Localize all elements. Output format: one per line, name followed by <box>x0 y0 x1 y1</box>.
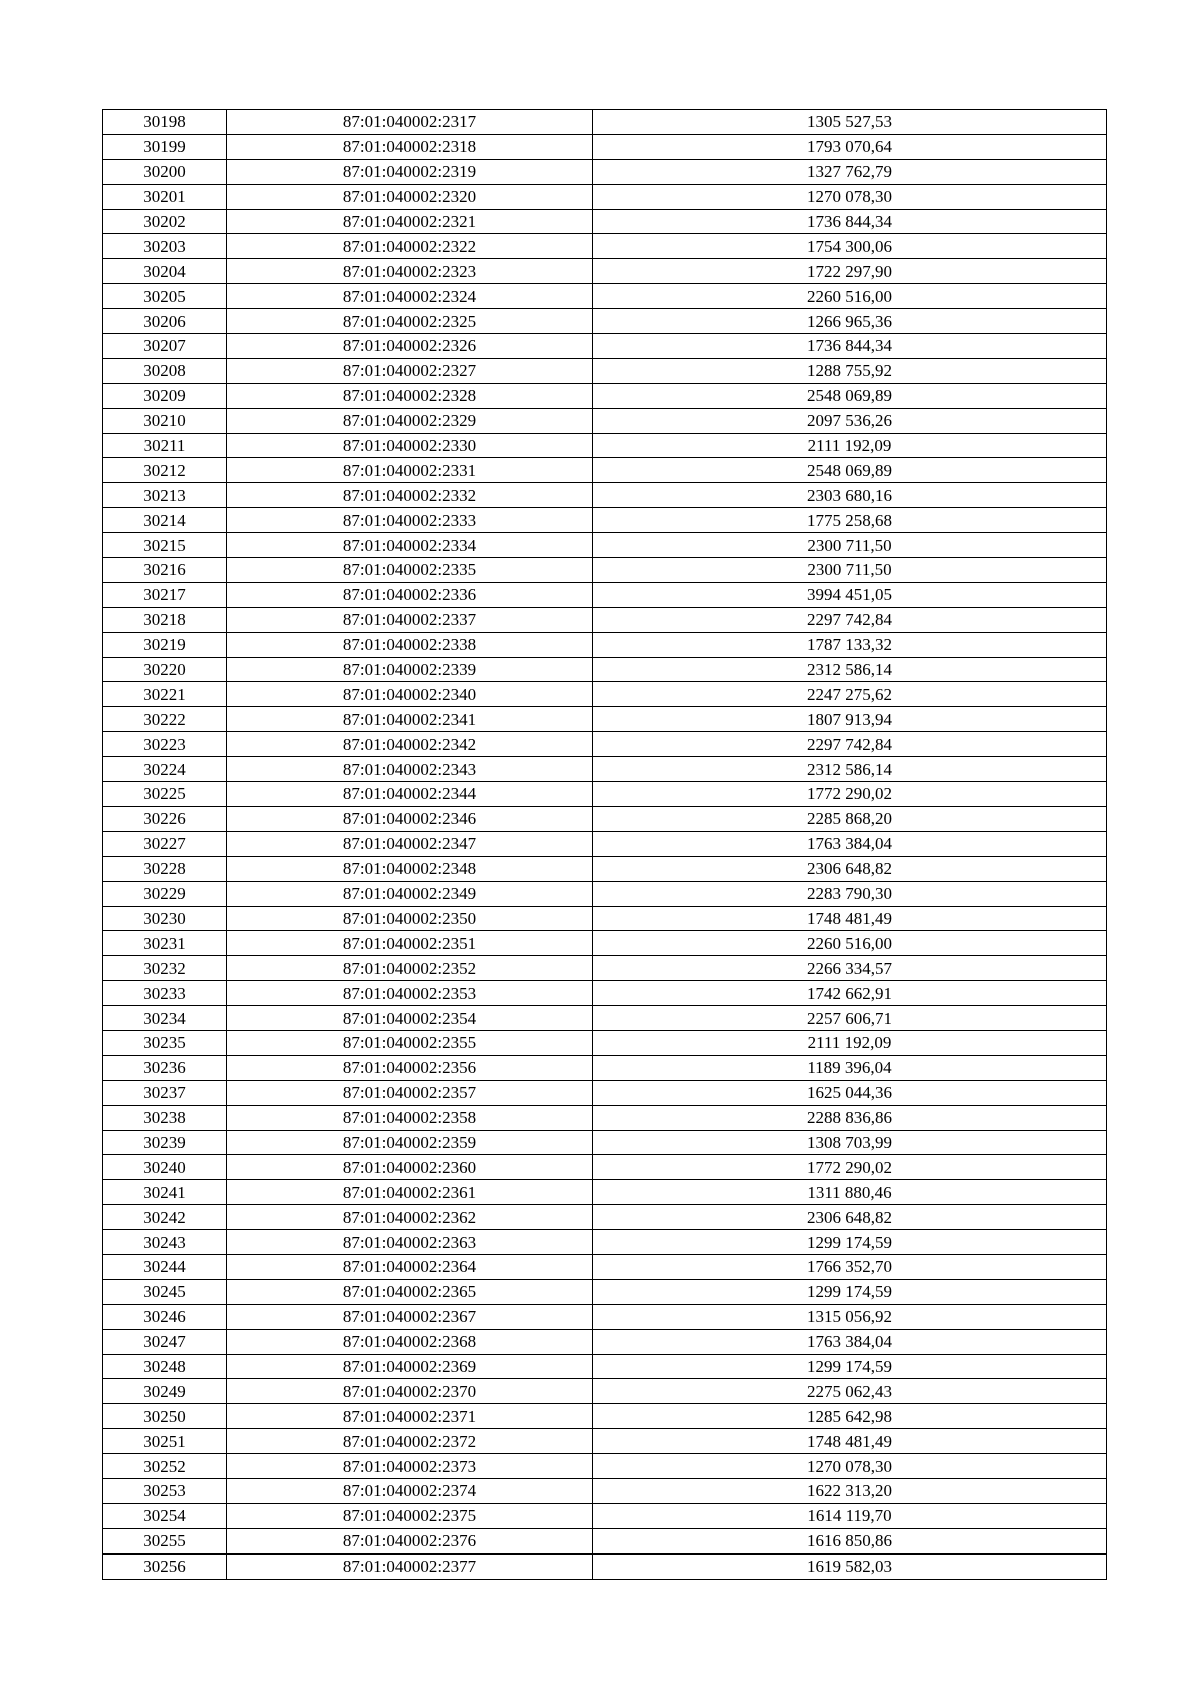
row-number-cell: 30218 <box>103 607 227 632</box>
cadastral-number-cell: 87:01:040002:2323 <box>227 259 593 284</box>
cadastral-number-cell: 87:01:040002:2369 <box>227 1354 593 1379</box>
table-row <box>103 1429 1107 1454</box>
cadastral-number-cell: 87:01:040002:2351 <box>227 931 593 956</box>
table-row <box>103 931 1107 956</box>
table-row <box>103 1279 1107 1304</box>
table-row <box>103 1254 1107 1279</box>
cadastral-number-cell: 87:01:040002:2340 <box>227 682 593 707</box>
row-number-cell: 30219 <box>103 632 227 657</box>
row-number-cell: 30241 <box>103 1180 227 1205</box>
cadastral-value-cell: 1775 258,68 <box>593 508 1107 533</box>
cadastral-value-cell: 1270 078,30 <box>593 184 1107 209</box>
table-row <box>103 1130 1107 1155</box>
cadastral-number-cell: 87:01:040002:2342 <box>227 732 593 757</box>
table-row <box>103 906 1107 931</box>
cadastral-value-cell: 3994 451,05 <box>593 582 1107 607</box>
row-number-cell: 30239 <box>103 1130 227 1155</box>
table-row <box>103 1454 1107 1479</box>
table-row <box>103 508 1107 533</box>
cadastral-value-cell: 1266 965,36 <box>593 309 1107 334</box>
cadastral-number-cell: 87:01:040002:2318 <box>227 134 593 159</box>
table-row <box>103 1180 1107 1205</box>
table-row <box>103 234 1107 259</box>
cadastral-value-cell: 2260 516,00 <box>593 931 1107 956</box>
cadastral-value-cell: 2247 275,62 <box>593 682 1107 707</box>
row-number-cell: 30214 <box>103 508 227 533</box>
cadastral-value-cell: 1299 174,59 <box>593 1354 1107 1379</box>
table-row <box>103 981 1107 1006</box>
cadastral-number-cell: 87:01:040002:2317 <box>227 110 593 135</box>
table-row <box>103 881 1107 906</box>
cadastral-value-cell: 2285 868,20 <box>593 806 1107 831</box>
row-number-cell: 30211 <box>103 433 227 458</box>
row-number-cell: 30204 <box>103 259 227 284</box>
table-row <box>103 831 1107 856</box>
row-number-cell: 30236 <box>103 1055 227 1080</box>
table-row <box>103 309 1107 334</box>
cadastral-value-cell: 1288 755,92 <box>593 358 1107 383</box>
table-row <box>103 1554 1107 1579</box>
cadastral-number-cell: 87:01:040002:2327 <box>227 358 593 383</box>
table-row <box>103 458 1107 483</box>
table-row <box>103 1503 1107 1528</box>
table-row <box>103 1155 1107 1180</box>
row-number-cell: 30203 <box>103 234 227 259</box>
table-row <box>103 184 1107 209</box>
row-number-cell: 30255 <box>103 1528 227 1553</box>
cadastral-number-cell: 87:01:040002:2364 <box>227 1254 593 1279</box>
cadastral-value-table <box>102 109 1107 1580</box>
cadastral-value-cell: 1787 133,32 <box>593 632 1107 657</box>
row-number-cell: 30237 <box>103 1080 227 1105</box>
cadastral-value-cell: 2097 536,26 <box>593 408 1107 433</box>
cadastral-number-cell: 87:01:040002:2332 <box>227 483 593 508</box>
cadastral-number-cell: 87:01:040002:2339 <box>227 657 593 682</box>
cadastral-value-cell: 1299 174,59 <box>593 1279 1107 1304</box>
row-number-cell: 30254 <box>103 1503 227 1528</box>
row-number-cell: 30198 <box>103 110 227 135</box>
cadastral-value-cell: 1772 290,02 <box>593 782 1107 807</box>
cadastral-number-cell: 87:01:040002:2356 <box>227 1055 593 1080</box>
table-row <box>103 806 1107 831</box>
table-row <box>103 1379 1107 1404</box>
cadastral-number-cell: 87:01:040002:2373 <box>227 1454 593 1479</box>
cadastral-value-cell: 1270 078,30 <box>593 1454 1107 1479</box>
cadastral-value-cell: 1625 044,36 <box>593 1080 1107 1105</box>
cadastral-number-cell: 87:01:040002:2321 <box>227 209 593 234</box>
cadastral-value-cell: 1736 844,34 <box>593 334 1107 359</box>
row-number-cell: 30240 <box>103 1155 227 1180</box>
row-number-cell: 30226 <box>103 806 227 831</box>
table-row <box>103 856 1107 881</box>
cadastral-number-cell: 87:01:040002:2377 <box>227 1554 593 1579</box>
row-number-cell: 30243 <box>103 1230 227 1255</box>
cadastral-number-cell: 87:01:040002:2346 <box>227 806 593 831</box>
cadastral-number-cell: 87:01:040002:2344 <box>227 782 593 807</box>
row-number-cell: 30234 <box>103 1006 227 1031</box>
cadastral-value-cell: 1616 850,86 <box>593 1528 1107 1553</box>
row-number-cell: 30256 <box>103 1554 227 1579</box>
cadastral-value-cell: 1772 290,02 <box>593 1155 1107 1180</box>
cadastral-value-cell: 1748 481,49 <box>593 1429 1107 1454</box>
cadastral-value-cell: 2306 648,82 <box>593 856 1107 881</box>
table-row <box>103 433 1107 458</box>
row-number-cell: 30229 <box>103 881 227 906</box>
cadastral-value-cell: 2283 790,30 <box>593 881 1107 906</box>
table-row <box>103 1230 1107 1255</box>
table-row <box>103 682 1107 707</box>
cadastral-value-cell: 1315 056,92 <box>593 1304 1107 1329</box>
row-number-cell: 30253 <box>103 1478 227 1503</box>
cadastral-value-cell: 1722 297,90 <box>593 259 1107 284</box>
cadastral-number-cell: 87:01:040002:2359 <box>227 1130 593 1155</box>
table-row <box>103 383 1107 408</box>
row-number-cell: 30228 <box>103 856 227 881</box>
cadastral-number-cell: 87:01:040002:2374 <box>227 1478 593 1503</box>
table-row <box>103 657 1107 682</box>
table-row <box>103 582 1107 607</box>
row-number-cell: 30207 <box>103 334 227 359</box>
cadastral-number-cell: 87:01:040002:2355 <box>227 1030 593 1055</box>
cadastral-value-cell: 1766 352,70 <box>593 1254 1107 1279</box>
cadastral-number-cell: 87:01:040002:2371 <box>227 1404 593 1429</box>
cadastral-number-cell: 87:01:040002:2336 <box>227 582 593 607</box>
cadastral-number-cell: 87:01:040002:2343 <box>227 757 593 782</box>
row-number-cell: 30248 <box>103 1354 227 1379</box>
table-row <box>103 607 1107 632</box>
cadastral-value-cell: 1763 384,04 <box>593 1329 1107 1354</box>
row-number-cell: 30213 <box>103 483 227 508</box>
row-number-cell: 30209 <box>103 383 227 408</box>
table-body <box>103 110 1107 1580</box>
row-number-cell: 30231 <box>103 931 227 956</box>
row-number-cell: 30250 <box>103 1404 227 1429</box>
table-row <box>103 1329 1107 1354</box>
cadastral-number-cell: 87:01:040002:2326 <box>227 334 593 359</box>
cadastral-number-cell: 87:01:040002:2320 <box>227 184 593 209</box>
row-number-cell: 30246 <box>103 1304 227 1329</box>
cadastral-number-cell: 87:01:040002:2335 <box>227 558 593 583</box>
row-number-cell: 30244 <box>103 1254 227 1279</box>
cadastral-number-cell: 87:01:040002:2322 <box>227 234 593 259</box>
table-row <box>103 483 1107 508</box>
cadastral-number-cell: 87:01:040002:2360 <box>227 1155 593 1180</box>
table-row <box>103 1006 1107 1031</box>
cadastral-value-cell: 1327 762,79 <box>593 159 1107 184</box>
cadastral-value-cell: 1614 119,70 <box>593 1503 1107 1528</box>
row-number-cell: 30212 <box>103 458 227 483</box>
cadastral-value-cell: 1619 582,03 <box>593 1554 1107 1579</box>
table-row <box>103 956 1107 981</box>
cadastral-value-cell: 2300 711,50 <box>593 558 1107 583</box>
table-row <box>103 1354 1107 1379</box>
cadastral-value-cell: 1754 300,06 <box>593 234 1107 259</box>
cadastral-value-cell: 2303 680,16 <box>593 483 1107 508</box>
cadastral-value-cell: 1736 844,34 <box>593 209 1107 234</box>
row-number-cell: 30216 <box>103 558 227 583</box>
row-number-cell: 30245 <box>103 1279 227 1304</box>
table-row <box>103 1478 1107 1503</box>
row-number-cell: 30252 <box>103 1454 227 1479</box>
table-row <box>103 1105 1107 1130</box>
cadastral-value-cell: 2312 586,14 <box>593 757 1107 782</box>
cadastral-value-cell: 1308 703,99 <box>593 1130 1107 1155</box>
table-row <box>103 1055 1107 1080</box>
table-row <box>103 1205 1107 1230</box>
row-number-cell: 30249 <box>103 1379 227 1404</box>
table-row <box>103 259 1107 284</box>
cadastral-number-cell: 87:01:040002:2319 <box>227 159 593 184</box>
cadastral-value-cell: 2275 062,43 <box>593 1379 1107 1404</box>
cadastral-value-cell: 1189 396,04 <box>593 1055 1107 1080</box>
cadastral-value-cell: 1763 384,04 <box>593 831 1107 856</box>
cadastral-number-cell: 87:01:040002:2361 <box>227 1180 593 1205</box>
cadastral-number-cell: 87:01:040002:2325 <box>227 309 593 334</box>
table-row <box>103 110 1107 135</box>
table-row <box>103 358 1107 383</box>
cadastral-value-cell: 2548 069,89 <box>593 383 1107 408</box>
cadastral-value-cell: 1311 880,46 <box>593 1180 1107 1205</box>
row-number-cell: 30238 <box>103 1105 227 1130</box>
cadastral-value-cell: 2260 516,00 <box>593 284 1107 309</box>
cadastral-value-cell: 2312 586,14 <box>593 657 1107 682</box>
table-row <box>103 1404 1107 1429</box>
cadastral-value-cell: 1793 070,64 <box>593 134 1107 159</box>
row-number-cell: 30200 <box>103 159 227 184</box>
table-row <box>103 209 1107 234</box>
cadastral-value-cell: 1305 527,53 <box>593 110 1107 135</box>
row-number-cell: 30215 <box>103 533 227 558</box>
cadastral-number-cell: 87:01:040002:2367 <box>227 1304 593 1329</box>
row-number-cell: 30210 <box>103 408 227 433</box>
table-row <box>103 632 1107 657</box>
table-row <box>103 707 1107 732</box>
cadastral-value-cell: 2266 334,57 <box>593 956 1107 981</box>
cadastral-value-cell: 2297 742,84 <box>593 607 1107 632</box>
table-row <box>103 533 1107 558</box>
cadastral-value-cell: 2306 648,82 <box>593 1205 1107 1230</box>
cadastral-number-cell: 87:01:040002:2347 <box>227 831 593 856</box>
cadastral-value-cell: 1742 662,91 <box>593 981 1107 1006</box>
table-row <box>103 1080 1107 1105</box>
cadastral-number-cell: 87:01:040002:2372 <box>227 1429 593 1454</box>
cadastral-number-cell: 87:01:040002:2338 <box>227 632 593 657</box>
cadastral-number-cell: 87:01:040002:2333 <box>227 508 593 533</box>
table-row <box>103 284 1107 309</box>
cadastral-number-cell: 87:01:040002:2358 <box>227 1105 593 1130</box>
row-number-cell: 30220 <box>103 657 227 682</box>
cadastral-value-cell: 1285 642,98 <box>593 1404 1107 1429</box>
cadastral-number-cell: 87:01:040002:2353 <box>227 981 593 1006</box>
table-row <box>103 1030 1107 1055</box>
cadastral-number-cell: 87:01:040002:2365 <box>227 1279 593 1304</box>
table-row <box>103 334 1107 359</box>
cadastral-number-cell: 87:01:040002:2348 <box>227 856 593 881</box>
row-number-cell: 30205 <box>103 284 227 309</box>
row-number-cell: 30251 <box>103 1429 227 1454</box>
row-number-cell: 30221 <box>103 682 227 707</box>
cadastral-value-cell: 2300 711,50 <box>593 533 1107 558</box>
row-number-cell: 30225 <box>103 782 227 807</box>
cadastral-number-cell: 87:01:040002:2328 <box>227 383 593 408</box>
table-row <box>103 558 1107 583</box>
row-number-cell: 30247 <box>103 1329 227 1354</box>
cadastral-number-cell: 87:01:040002:2370 <box>227 1379 593 1404</box>
cadastral-number-cell: 87:01:040002:2350 <box>227 906 593 931</box>
table-row <box>103 757 1107 782</box>
table-row <box>103 159 1107 184</box>
cadastral-number-cell: 87:01:040002:2352 <box>227 956 593 981</box>
table-row <box>103 1304 1107 1329</box>
cadastral-value-cell: 1299 174,59 <box>593 1230 1107 1255</box>
cadastral-number-cell: 87:01:040002:2330 <box>227 433 593 458</box>
cadastral-number-cell: 87:01:040002:2354 <box>227 1006 593 1031</box>
cadastral-value-cell: 2297 742,84 <box>593 732 1107 757</box>
cadastral-value-cell: 1622 313,20 <box>593 1478 1107 1503</box>
row-number-cell: 30224 <box>103 757 227 782</box>
cadastral-number-cell: 87:01:040002:2376 <box>227 1528 593 1553</box>
cadastral-value-cell: 2548 069,89 <box>593 458 1107 483</box>
row-number-cell: 30223 <box>103 732 227 757</box>
cadastral-number-cell: 87:01:040002:2357 <box>227 1080 593 1105</box>
cadastral-value-cell: 2288 836,86 <box>593 1105 1107 1130</box>
row-number-cell: 30199 <box>103 134 227 159</box>
table-row <box>103 732 1107 757</box>
cadastral-number-cell: 87:01:040002:2363 <box>227 1230 593 1255</box>
cadastral-number-cell: 87:01:040002:2331 <box>227 458 593 483</box>
table-row <box>103 782 1107 807</box>
cadastral-value-cell: 1748 481,49 <box>593 906 1107 931</box>
table-row <box>103 134 1107 159</box>
table-row <box>103 408 1107 433</box>
row-number-cell: 30230 <box>103 906 227 931</box>
cadastral-number-cell: 87:01:040002:2368 <box>227 1329 593 1354</box>
row-number-cell: 30232 <box>103 956 227 981</box>
row-number-cell: 30206 <box>103 309 227 334</box>
cadastral-value-cell: 2111 192,09 <box>593 433 1107 458</box>
row-number-cell: 30208 <box>103 358 227 383</box>
cadastral-number-cell: 87:01:040002:2329 <box>227 408 593 433</box>
row-number-cell: 30235 <box>103 1030 227 1055</box>
cadastral-value-cell: 2111 192,09 <box>593 1030 1107 1055</box>
row-number-cell: 30222 <box>103 707 227 732</box>
row-number-cell: 30227 <box>103 831 227 856</box>
row-number-cell: 30242 <box>103 1205 227 1230</box>
row-number-cell: 30202 <box>103 209 227 234</box>
row-number-cell: 30201 <box>103 184 227 209</box>
cadastral-number-cell: 87:01:040002:2341 <box>227 707 593 732</box>
table-row <box>103 1528 1107 1553</box>
cadastral-number-cell: 87:01:040002:2324 <box>227 284 593 309</box>
cadastral-value-cell: 1807 913,94 <box>593 707 1107 732</box>
cadastral-value-cell: 2257 606,71 <box>593 1006 1107 1031</box>
cadastral-number-cell: 87:01:040002:2362 <box>227 1205 593 1230</box>
cadastral-number-cell: 87:01:040002:2337 <box>227 607 593 632</box>
cadastral-number-cell: 87:01:040002:2334 <box>227 533 593 558</box>
cadastral-number-cell: 87:01:040002:2375 <box>227 1503 593 1528</box>
row-number-cell: 30217 <box>103 582 227 607</box>
cadastral-number-cell: 87:01:040002:2349 <box>227 881 593 906</box>
row-number-cell: 30233 <box>103 981 227 1006</box>
